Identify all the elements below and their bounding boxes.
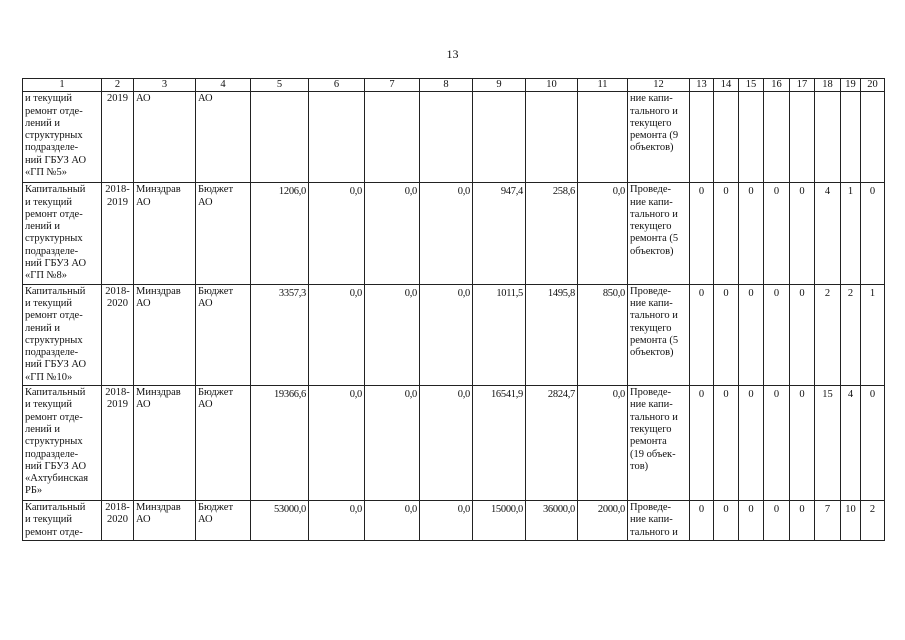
- activity-name-cell: Капитальный и текущий ремонт отде- лений и структурных подразделе- ний ГБУЗ АО «Ахтубинская РБ»: [23, 386, 102, 501]
- count-cell: 0: [861, 183, 885, 284]
- value-cell: 0,0: [420, 284, 473, 385]
- total-cell: 3357,3: [251, 284, 309, 385]
- count-cell: 1: [861, 284, 885, 385]
- count-cell: 0: [790, 183, 815, 284]
- value-cell: [309, 92, 365, 183]
- count-cell: 7: [815, 501, 841, 541]
- result-cell: Проведе- ние капи- тального и текущего ремонта (19 объек- тов): [628, 386, 690, 501]
- table-row: [23, 183, 885, 284]
- executor-cell: Минздрав АО: [134, 183, 196, 284]
- result-cell: Проведе- ние капи- тального и текущего ремонта (5 объектов): [628, 284, 690, 385]
- source-cell: АО: [196, 92, 251, 183]
- value-cell: 0,0: [420, 386, 473, 501]
- total-cell: 1206,0: [251, 183, 309, 284]
- total-cell: [251, 92, 309, 183]
- total-cell: 53000,0: [251, 501, 309, 541]
- count-cell: 0: [739, 501, 764, 541]
- column-header: 8: [420, 79, 473, 92]
- column-header: 2: [102, 79, 134, 92]
- executor-cell: Минздрав АО: [134, 284, 196, 385]
- budget-table: [22, 78, 885, 541]
- count-cell: [714, 92, 739, 183]
- table-header-row: [23, 79, 885, 92]
- count-cell: 2: [815, 284, 841, 385]
- value-cell: [473, 92, 526, 183]
- count-cell: 0: [764, 386, 790, 501]
- value-cell: 0,0: [420, 501, 473, 541]
- value-cell: [578, 92, 628, 183]
- column-header: 5: [251, 79, 309, 92]
- count-cell: 0: [690, 183, 714, 284]
- value-cell: [420, 92, 473, 183]
- count-cell: 0: [790, 284, 815, 385]
- count-cell: 1: [841, 183, 861, 284]
- source-cell: Бюджет АО: [196, 501, 251, 541]
- count-cell: 0: [690, 284, 714, 385]
- value-cell: 1495,8: [526, 284, 578, 385]
- value-cell: [365, 92, 420, 183]
- value-cell: 36000,0: [526, 501, 578, 541]
- value-cell: 0,0: [309, 284, 365, 385]
- years-cell: 2018- 2019: [102, 183, 134, 284]
- result-cell: ние капи- тального и текущего ремонта (9 объектов): [628, 92, 690, 183]
- activity-name-cell: и текущий ремонт отде- лений и структурных подразделе- ний ГБУЗ АО «ГП №5»: [23, 92, 102, 183]
- years-cell: 2018- 2020: [102, 501, 134, 541]
- column-header: 7: [365, 79, 420, 92]
- years-cell: 2019: [102, 92, 134, 183]
- activity-name-cell: Капитальный и текущий ремонт отде-: [23, 501, 102, 541]
- years-cell: 2018- 2020: [102, 284, 134, 385]
- value-cell: 1011,5: [473, 284, 526, 385]
- result-cell: Проведе- ние капи- тального и: [628, 501, 690, 541]
- page-number: 13: [446, 47, 459, 61]
- source-cell: Бюджет АО: [196, 386, 251, 501]
- value-cell: 258,6: [526, 183, 578, 284]
- column-header: 17: [790, 79, 815, 92]
- count-cell: [861, 92, 885, 183]
- table-row: [23, 284, 885, 385]
- column-header: 12: [628, 79, 690, 92]
- executor-cell: Минздрав АО: [134, 386, 196, 501]
- count-cell: 0: [764, 501, 790, 541]
- column-header: 16: [764, 79, 790, 92]
- value-cell: 0,0: [578, 386, 628, 501]
- count-cell: 4: [841, 386, 861, 501]
- count-cell: 0: [714, 501, 739, 541]
- column-header: 3: [134, 79, 196, 92]
- count-cell: 0: [764, 284, 790, 385]
- count-cell: [764, 92, 790, 183]
- count-cell: 2: [841, 284, 861, 385]
- column-header: 14: [714, 79, 739, 92]
- count-cell: 0: [714, 284, 739, 385]
- column-header: 19: [841, 79, 861, 92]
- count-cell: 0: [739, 284, 764, 385]
- value-cell: 15000,0: [473, 501, 526, 541]
- count-cell: [739, 92, 764, 183]
- result-cell: Проведе- ние капи- тального и текущего ремонта (5 объектов): [628, 183, 690, 284]
- value-cell: 0,0: [365, 501, 420, 541]
- value-cell: 850,0: [578, 284, 628, 385]
- value-cell: 16541,9: [473, 386, 526, 501]
- value-cell: 0,0: [578, 183, 628, 284]
- value-cell: 2000,0: [578, 501, 628, 541]
- count-cell: 0: [739, 183, 764, 284]
- count-cell: 0: [790, 501, 815, 541]
- value-cell: 0,0: [309, 183, 365, 284]
- count-cell: 10: [841, 501, 861, 541]
- value-cell: [526, 92, 578, 183]
- column-header: 1: [23, 79, 102, 92]
- column-header: 4: [196, 79, 251, 92]
- value-cell: 0,0: [420, 183, 473, 284]
- count-cell: 0: [690, 386, 714, 501]
- count-cell: [815, 92, 841, 183]
- column-header: 13: [690, 79, 714, 92]
- value-cell: 0,0: [365, 183, 420, 284]
- count-cell: 4: [815, 183, 841, 284]
- column-header: 15: [739, 79, 764, 92]
- column-header: 10: [526, 79, 578, 92]
- value-cell: 2824,7: [526, 386, 578, 501]
- value-cell: 0,0: [365, 386, 420, 501]
- value-cell: 947,4: [473, 183, 526, 284]
- source-cell: Бюджет АО: [196, 183, 251, 284]
- years-cell: 2018- 2019: [102, 386, 134, 501]
- column-header: 18: [815, 79, 841, 92]
- table-row: [23, 501, 885, 541]
- value-cell: 0,0: [309, 386, 365, 501]
- executor-cell: Минздрав АО: [134, 501, 196, 541]
- table-row: [23, 386, 885, 501]
- count-cell: [790, 92, 815, 183]
- count-cell: 15: [815, 386, 841, 501]
- column-header: 20: [861, 79, 885, 92]
- count-cell: 0: [714, 386, 739, 501]
- activity-name-cell: Капитальный и текущий ремонт отде- лений и структурных подразделе- ний ГБУЗ АО «ГП №10»: [23, 284, 102, 385]
- executor-cell: АО: [134, 92, 196, 183]
- count-cell: [841, 92, 861, 183]
- value-cell: 0,0: [365, 284, 420, 385]
- count-cell: 0: [690, 501, 714, 541]
- column-header: 6: [309, 79, 365, 92]
- count-cell: 0: [764, 183, 790, 284]
- activity-name-cell: Капитальный и текущий ремонт отде- лений и структурных подразделе- ний ГБУЗ АО «ГП №8»: [23, 183, 102, 284]
- total-cell: 19366,6: [251, 386, 309, 501]
- count-cell: 0: [739, 386, 764, 501]
- count-cell: 0: [861, 386, 885, 501]
- column-header: 9: [473, 79, 526, 92]
- table-row: [23, 92, 885, 183]
- count-cell: 2: [861, 501, 885, 541]
- value-cell: 0,0: [309, 501, 365, 541]
- count-cell: [690, 92, 714, 183]
- column-header: 11: [578, 79, 628, 92]
- count-cell: 0: [714, 183, 739, 284]
- count-cell: 0: [790, 386, 815, 501]
- source-cell: Бюджет АО: [196, 284, 251, 385]
